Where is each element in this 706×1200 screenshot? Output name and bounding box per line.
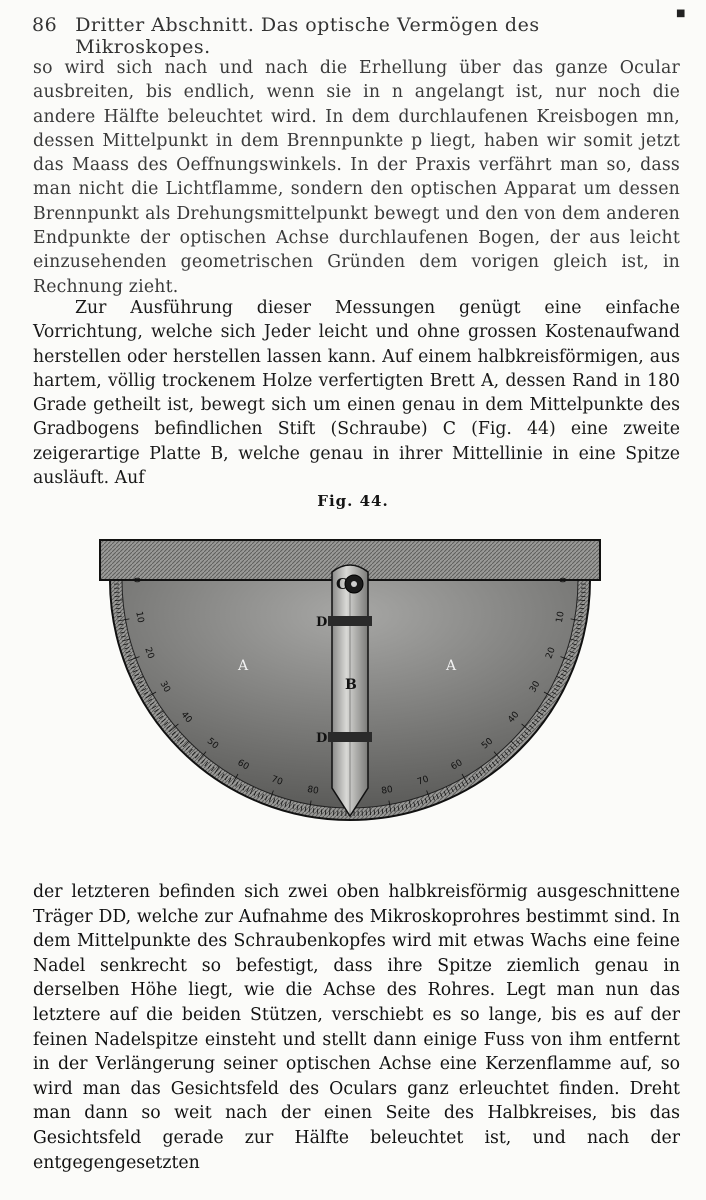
paragraph-procedure: der letzteren befinden sich zwei oben halbkreisförmig ausgeschnittene Träger DD, welche zur Aufnahme des Mikroskoprohres bestimmt sind. In dem Mittelpunkte des Schraubenkopfes wird mit etwas Wachs eine feine Nadel senkrecht so befestigt, dass ihre Spitze ziemlich genau in derselben Höhe liegt, wie die Achse des Rohres. Legt man nun das letztere auf die beiden Stützen, verschiebt es so lange, bis es auf der feinen Nadelspitze einsteht und stellt dann einige Fuss von ihm entfernt in der Verlängerung seiner optischen Achse eine Kerzenflamme auf, so wird man das Gesichtsfeld des Oculars ganz erleuchtet finden. Dreht man dann so weit nach der einen Seite des Halbkreises, bis das Gesichtsfeld gerade zur Hälfte beleuchtet ist, und nach der entgegengesetzten <box>33 882 680 1173</box>
protractor-illustration <box>96 536 604 848</box>
scale-label: 50 <box>479 736 496 752</box>
scale-label: 70 <box>416 774 431 788</box>
running-title: Dritter Abschnitt. Das optische Vermögen des Mikroskopes. <box>75 14 540 58</box>
paragraph-apparatus-text: Zur Ausführung dieser Messungen genügt eine einfache Vorrichtung, welche sich Jeder leicht und ohne grossen Kostenaufwand herstellen oder herstellen lassen kann. Auf einem halbkreisförmigen, aus hartem, völlig trockenem Holze verfertigten Brett A, dessen Rand in 180 Grade getheilt ist, bewegt sich um einen genau in dem Mittelpunkte des Gradbogens befindlichen Stift (Schraube) C (Fig. 44) eine zweite zeigerartige Platte B, welche genau in ihrer Mittellinie in eine Spitze ausläuft. Auf <box>33 298 680 489</box>
label-plate: B <box>345 677 357 693</box>
paragraph-apparatus <box>33 296 680 490</box>
label-support-top: D <box>316 615 328 630</box>
scale-label: 0 <box>559 577 569 583</box>
scale-label: 30 <box>157 679 172 695</box>
scale-label: 80 <box>380 784 394 797</box>
label-board-left: A <box>238 658 249 674</box>
scale-label: 10 <box>554 610 567 624</box>
support-bottom <box>328 732 372 742</box>
support-top <box>328 616 372 626</box>
scale-tick <box>115 604 120 605</box>
scale-label: 40 <box>178 709 194 726</box>
scale-label: 60 <box>449 758 465 773</box>
scale-label: 70 <box>269 774 284 788</box>
ink-speck: ■ <box>676 8 686 19</box>
label-support-bottom: D <box>316 731 328 746</box>
running-header <box>32 8 686 58</box>
scale-label: 0 <box>131 577 141 583</box>
scale-label: 20 <box>142 646 156 661</box>
scale-label: 10 <box>133 610 146 624</box>
label-screw: C <box>336 575 348 593</box>
scale-label: 80 <box>306 784 320 797</box>
scale-tick <box>580 604 585 605</box>
scale-label: 20 <box>544 646 558 661</box>
scale-label: 50 <box>204 736 221 752</box>
scale-tick <box>374 810 375 815</box>
paragraph-continued: so wird sich nach und nach die Erhellung über das ganze Ocular ausbreiten, bis endlich, wenn sie in n angelangt ist, nur noch die andere Hälfte beleuchtet wird. In dem durchlaufenen Kreisbogen mn, dessen Mittelpunkt in dem Brennpunkte p liegt, haben wir somit jetzt das Maass des Oeffnungswinkels. In der Praxis verfährt man so, dass man nicht die Lichtflamme, sondern den optischen Apparat um dessen Brennpunkt als Drehungsmittelpunkt bewegt und den von dem anderen Endpunkte der optischen Achse durchlaufenen Bogen, der aus leicht einzusehenden geometrischen Gründen dem vorigen gleich ist, in Rechnung zieht. <box>33 58 680 297</box>
page-number: 86 <box>32 14 58 36</box>
scale-label: 30 <box>528 679 543 695</box>
figure-44 <box>96 536 604 848</box>
label-board-right: A <box>446 658 457 674</box>
scale-label: 60 <box>235 758 251 773</box>
figure-caption: Fig. 44. <box>317 492 389 510</box>
scale-tick <box>325 810 326 815</box>
scale-label: 40 <box>506 709 522 726</box>
